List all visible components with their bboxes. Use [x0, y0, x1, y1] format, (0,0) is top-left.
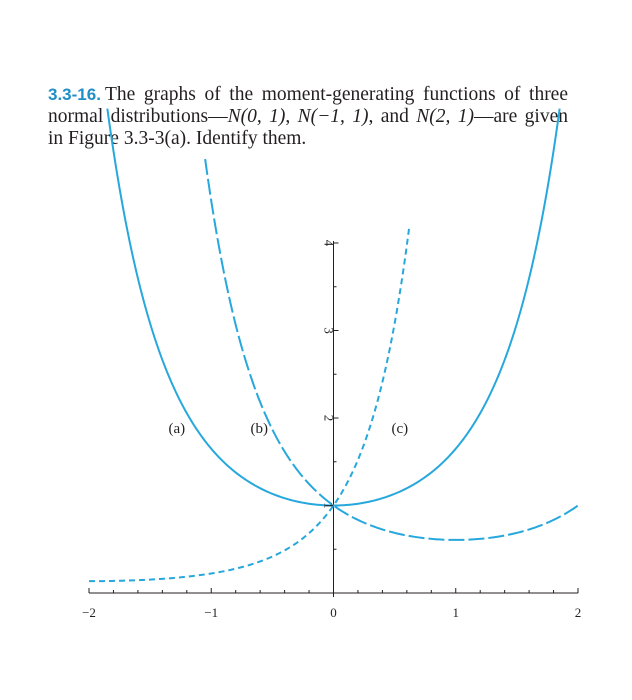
x-tick-label: −1: [204, 605, 219, 620]
y-tick-label: 4: [321, 239, 337, 247]
problem-text-part-1: The graphs of the moment-generating functions of three normal distributions—: [48, 84, 568, 127]
curve-label-c: (c): [391, 421, 409, 437]
problem-number: 3.3-16.: [48, 85, 101, 104]
x-tick-label: 2: [574, 605, 582, 620]
curve-label-a: (a): [168, 421, 186, 437]
distribution-3: N(2, 1): [416, 106, 474, 127]
curve-label-b: (b): [250, 421, 268, 437]
x-tick-label: 0: [330, 605, 337, 620]
mgf-curve-b: [205, 159, 578, 540]
y-tick-label: 2: [321, 414, 337, 422]
separator-1: ,: [285, 106, 298, 127]
separator-2: , and: [368, 106, 417, 127]
y-tick-label: 1: [321, 502, 337, 509]
mgf-curve-c: [89, 227, 409, 582]
distribution-2: N(−1, 1): [297, 106, 369, 127]
x-tick-label: −2: [82, 605, 96, 620]
problem-text-part-2: —are given in Figure 3.3-3(a). Identify them.: [48, 106, 568, 149]
x-tick-label: 1: [452, 605, 459, 620]
distribution-1: N(0, 1): [227, 106, 286, 127]
labels: [82, 240, 581, 620]
y-tick-label: 3: [321, 327, 337, 334]
